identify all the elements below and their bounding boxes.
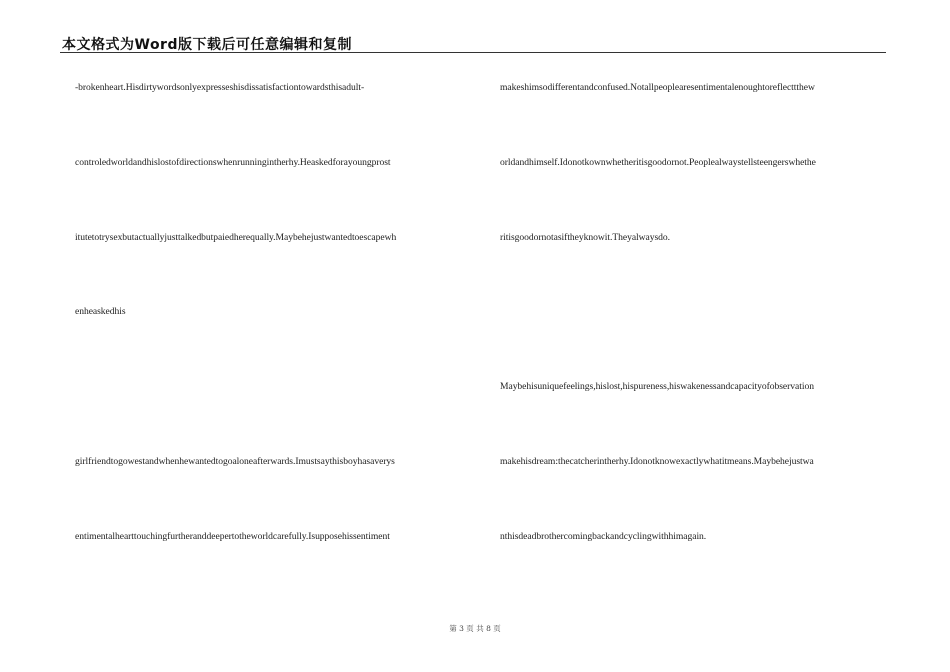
left-column-line: entimentalhearttouchingfurtheranddeepertotheworldcarefully.Isupposehissentiment xyxy=(75,531,390,542)
left-column-line: -brokenheart.Hisdirtywordsonlyexpresseshisdissatisfactiontowardsthisadult- xyxy=(75,82,365,93)
left-column-line: itutetotrysexbutactuallyjusttalkedbutpaiedherequally.Maybehejustwantedtoescapewh xyxy=(75,232,397,243)
right-column-line: nthisdeadbrothercomingbackandcyclingwithhimagain. xyxy=(500,531,707,542)
right-column-line: Maybehisuniquefeelings,hislost,hispureness,hiswakenessandcapacityofobservation xyxy=(500,381,814,392)
header-divider xyxy=(60,52,886,53)
right-column-line: orldandhimself.Idonotkownwhetheritisgoodornot.Peoplealwaystellsteengerswhethe xyxy=(500,157,816,168)
left-column-line: girlfriendtogowestandwhenhewantedtogoaloneafterwards.Imustsaythisboyhasaverys xyxy=(75,456,395,467)
right-column-line: makeshimsodifferentandconfused.Notallpeoplearesentimentalenoughtoreflecttthew xyxy=(500,82,815,93)
left-column-line: controledworldandhislostofdirectionswhenrunningintherhy.Heaskedforayoungprost xyxy=(75,157,391,168)
page-number-footer: 第 3 页 共 8 页 xyxy=(449,624,501,633)
left-column-line: enheaskedhis xyxy=(75,306,126,317)
right-column-line: makehisdream:thecatcherintherhy.Idonotknowexactlywhatitmeans.Maybehejustwa xyxy=(500,456,814,467)
right-column-line: ritisgoodornotasiftheyknowit.Theyalwaysdo. xyxy=(500,232,671,243)
document-header-title: 本文格式为Word版下载后可任意编辑和复制 xyxy=(62,37,352,53)
